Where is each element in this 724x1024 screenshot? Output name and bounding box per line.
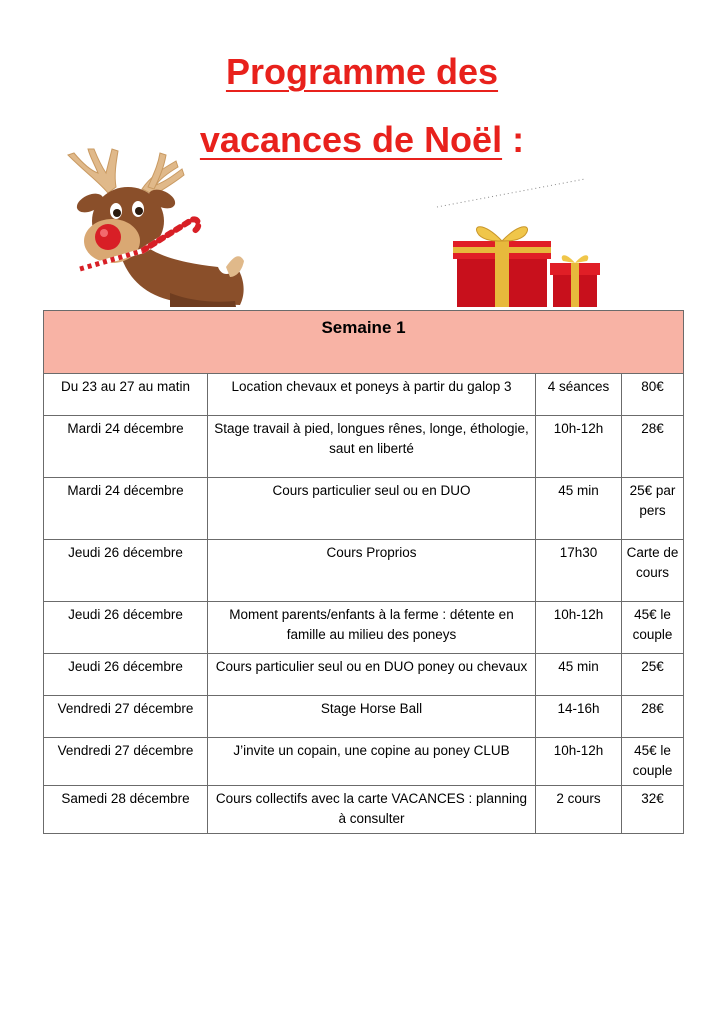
cell-price: 25€ par pers — [622, 478, 684, 540]
cell-activity: Moment parents/enfants à la ferme : détente en famille au milieu des poneys — [208, 602, 536, 654]
cell-date: Mardi 24 décembre — [44, 478, 208, 540]
table-header-row — [44, 311, 684, 374]
cell-price: 45€ le couple — [622, 602, 684, 654]
cell-date: Du 23 au 27 au matin — [44, 374, 208, 416]
table-row — [44, 374, 684, 416]
cell-price: 25€ — [622, 654, 684, 696]
cell-time: 10h-12h — [536, 602, 622, 654]
cell-date: Vendredi 27 décembre — [44, 738, 208, 786]
cell-price: 80€ — [622, 374, 684, 416]
title-line-2-text: vacances de Noël — [199, 119, 503, 160]
cell-price: 45€ le couple — [622, 738, 684, 786]
cell-activity: Stage Horse Ball — [208, 696, 536, 738]
week-header: Semaine 1 — [44, 311, 684, 374]
cell-date: Samedi 28 décembre — [44, 786, 208, 834]
table-row — [44, 540, 684, 602]
cell-time: 10h-12h — [536, 416, 622, 478]
table-row — [44, 416, 684, 478]
title-line-1-text: Programme des — [225, 51, 499, 92]
cell-date: Vendredi 27 décembre — [44, 696, 208, 738]
page-title-line-1 — [0, 50, 724, 94]
cell-activity: Location chevaux et poneys à partir du galop 3 — [208, 374, 536, 416]
table-row — [44, 786, 684, 834]
cell-date: Mardi 24 décembre — [44, 416, 208, 478]
cell-price: 28€ — [622, 696, 684, 738]
cell-activity: Cours collectifs avec la carte VACANCES : planning à consulter — [208, 786, 536, 834]
cell-price: Carte de cours — [622, 540, 684, 602]
cell-activity: Cours particulier seul ou en DUO poney ou chevaux — [208, 654, 536, 696]
cell-activity: Cours Proprios — [208, 540, 536, 602]
title-colon: : — [512, 119, 525, 160]
reindeer-illustration — [50, 143, 250, 313]
cell-price: 28€ — [622, 416, 684, 478]
table-row — [44, 696, 684, 738]
cell-time: 45 min — [536, 478, 622, 540]
table-row — [44, 654, 684, 696]
cell-activity: Cours particulier seul ou en DUO — [208, 478, 536, 540]
cell-date: Jeudi 26 décembre — [44, 540, 208, 602]
gifts-illustration — [435, 175, 605, 310]
table-row — [44, 602, 684, 654]
table-row — [44, 478, 684, 540]
table-row — [44, 738, 684, 786]
schedule-table — [43, 310, 684, 834]
cell-time: 17h30 — [536, 540, 622, 602]
cell-time: 45 min — [536, 654, 622, 696]
cell-time: 14-16h — [536, 696, 622, 738]
cell-price: 32€ — [622, 786, 684, 834]
cell-time: 2 cours — [536, 786, 622, 834]
cell-time: 10h-12h — [536, 738, 622, 786]
cell-time: 4 séances — [536, 374, 622, 416]
cell-activity: Stage travail à pied, longues rênes, longe, éthologie, saut en liberté — [208, 416, 536, 478]
cell-activity: J’invite un copain, une copine au poney CLUB — [208, 738, 536, 786]
cell-date: Jeudi 26 décembre — [44, 602, 208, 654]
cell-date: Jeudi 26 décembre — [44, 654, 208, 696]
